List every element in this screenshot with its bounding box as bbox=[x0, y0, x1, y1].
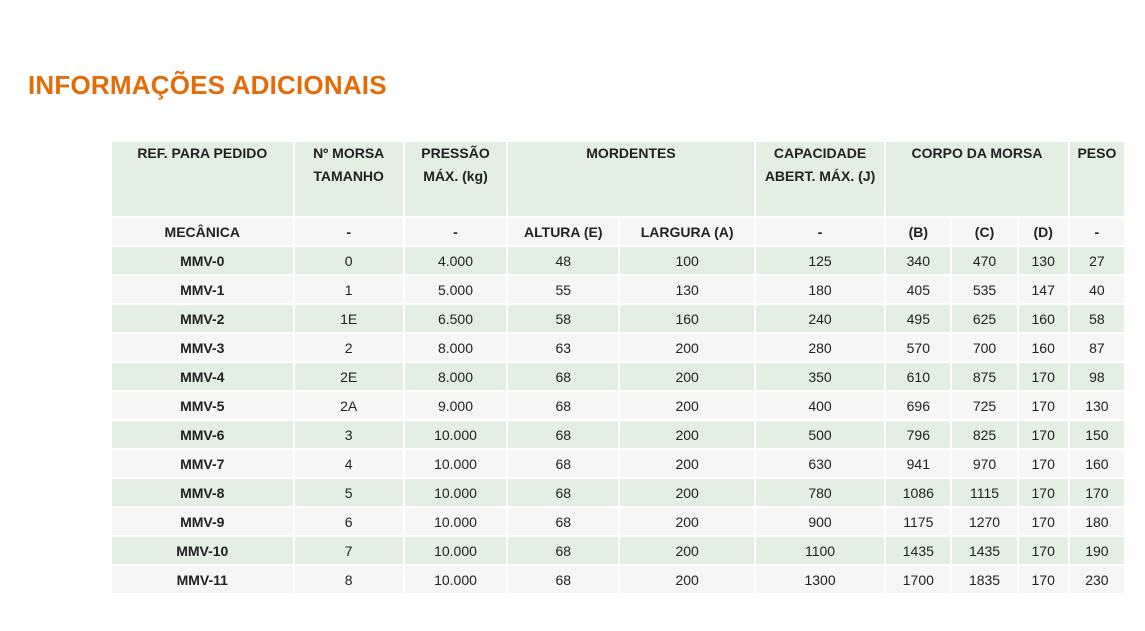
table-cell: 58 bbox=[508, 305, 618, 334]
table-cell: 495 bbox=[886, 305, 950, 334]
table-cell: 170 bbox=[1019, 566, 1068, 595]
table-cell: 405 bbox=[886, 276, 950, 305]
table-cell: 941 bbox=[886, 450, 950, 479]
table-cell: 98 bbox=[1070, 363, 1124, 392]
table-cell: 200 bbox=[620, 566, 753, 595]
table-cell: 2 bbox=[295, 334, 403, 363]
table-cell: 400 bbox=[756, 392, 884, 421]
row-ref-cell: MMV-4 bbox=[112, 363, 293, 392]
table-cell: 200 bbox=[620, 363, 753, 392]
row-ref-cell: MMV-0 bbox=[112, 247, 293, 276]
header-capacidade: CAPACIDADE ABERT. MÁX. (J) bbox=[756, 142, 884, 218]
table-cell: 147 bbox=[1019, 276, 1068, 305]
table-cell: 10.000 bbox=[405, 421, 506, 450]
table-cell: 200 bbox=[620, 508, 753, 537]
table-cell: 190 bbox=[1070, 537, 1124, 566]
table-cell: 796 bbox=[886, 421, 950, 450]
table-cell: 6.500 bbox=[405, 305, 506, 334]
table-subheader-row bbox=[112, 218, 1124, 247]
table-cell: 1700 bbox=[886, 566, 950, 595]
table-cell: 1086 bbox=[886, 479, 950, 508]
table-cell: 696 bbox=[886, 392, 950, 421]
table-cell: 68 bbox=[508, 421, 618, 450]
table-row bbox=[112, 566, 1124, 595]
table-cell: 875 bbox=[952, 363, 1016, 392]
row-ref-cell: MMV-1 bbox=[112, 276, 293, 305]
table-cell: 1435 bbox=[952, 537, 1016, 566]
table-row bbox=[112, 305, 1124, 334]
row-ref-cell: MMV-3 bbox=[112, 334, 293, 363]
table-cell: 1 bbox=[295, 276, 403, 305]
table-cell: 180 bbox=[1070, 508, 1124, 537]
table-cell: 170 bbox=[1019, 537, 1068, 566]
subheader-cell: (B) bbox=[886, 218, 950, 247]
table-cell: 900 bbox=[756, 508, 884, 537]
page-title: INFORMAÇÕES ADICIONAIS bbox=[28, 70, 387, 100]
subheader-cell: (D) bbox=[1019, 218, 1068, 247]
table-cell: 9.000 bbox=[405, 392, 506, 421]
table-cell: 8.000 bbox=[405, 363, 506, 392]
table-cell: 4 bbox=[295, 450, 403, 479]
table-cell: 200 bbox=[620, 421, 753, 450]
table-cell: 68 bbox=[508, 363, 618, 392]
table-cell: 470 bbox=[952, 247, 1016, 276]
header-peso: PESO bbox=[1070, 142, 1124, 218]
subheader-cell: - bbox=[756, 218, 884, 247]
table-cell: 280 bbox=[756, 334, 884, 363]
table-row bbox=[112, 392, 1124, 421]
table-cell: 8 bbox=[295, 566, 403, 595]
table-cell: 1435 bbox=[886, 537, 950, 566]
table-cell: 0 bbox=[295, 247, 403, 276]
table-cell: 170 bbox=[1019, 392, 1068, 421]
table-cell: 130 bbox=[1070, 392, 1124, 421]
header-tamanho: Nº MORSA TAMANHO bbox=[295, 142, 403, 218]
table-cell: 1300 bbox=[756, 566, 884, 595]
table-cell: 700 bbox=[952, 334, 1016, 363]
table-cell: 570 bbox=[886, 334, 950, 363]
table-row bbox=[112, 537, 1124, 566]
table-cell: 10.000 bbox=[405, 508, 506, 537]
row-ref-cell: MMV-7 bbox=[112, 450, 293, 479]
table-cell: 160 bbox=[1070, 450, 1124, 479]
table-cell: 1175 bbox=[886, 508, 950, 537]
table-cell: 500 bbox=[756, 421, 884, 450]
table-cell: 630 bbox=[756, 450, 884, 479]
table-row bbox=[112, 276, 1124, 305]
table-cell: 200 bbox=[620, 392, 753, 421]
table-cell: 5 bbox=[295, 479, 403, 508]
table-cell: 4.000 bbox=[405, 247, 506, 276]
table-header-row bbox=[112, 142, 1124, 218]
subheader-cell: (C) bbox=[952, 218, 1016, 247]
table-cell: 10.000 bbox=[405, 479, 506, 508]
row-ref-cell: MMV-6 bbox=[112, 421, 293, 450]
table-row bbox=[112, 508, 1124, 537]
header-ref: REF. PARA PEDIDO bbox=[112, 142, 293, 218]
table-row bbox=[112, 450, 1124, 479]
table-cell: 160 bbox=[1019, 305, 1068, 334]
table-cell: 10.000 bbox=[405, 537, 506, 566]
table-cell: 170 bbox=[1019, 421, 1068, 450]
table-cell: 160 bbox=[1019, 334, 1068, 363]
table-cell: 200 bbox=[620, 334, 753, 363]
table-cell: 625 bbox=[952, 305, 1016, 334]
table-cell: 5.000 bbox=[405, 276, 506, 305]
table-cell: 170 bbox=[1019, 479, 1068, 508]
table-cell: 3 bbox=[295, 421, 403, 450]
table-cell: 68 bbox=[508, 392, 618, 421]
table-cell: 150 bbox=[1070, 421, 1124, 450]
table-cell: 7 bbox=[295, 537, 403, 566]
table-cell: 725 bbox=[952, 392, 1016, 421]
subheader-cell: LARGURA (A) bbox=[620, 218, 753, 247]
table-cell: 40 bbox=[1070, 276, 1124, 305]
table-cell: 970 bbox=[952, 450, 1016, 479]
table-cell: 780 bbox=[756, 479, 884, 508]
table-cell: 535 bbox=[952, 276, 1016, 305]
table-cell: 68 bbox=[508, 479, 618, 508]
table-cell: 130 bbox=[620, 276, 753, 305]
table-cell: 130 bbox=[1019, 247, 1068, 276]
subheader-cell: - bbox=[405, 218, 506, 247]
specs-table bbox=[110, 142, 1126, 595]
table-cell: 200 bbox=[620, 450, 753, 479]
subheader-cell: ALTURA (E) bbox=[508, 218, 618, 247]
table-cell: 1E bbox=[295, 305, 403, 334]
table-cell: 10.000 bbox=[405, 566, 506, 595]
table-cell: 27 bbox=[1070, 247, 1124, 276]
header-pressao: PRESSÃO MÁX. (kg) bbox=[405, 142, 506, 218]
table-cell: 6 bbox=[295, 508, 403, 537]
table-cell: 170 bbox=[1019, 363, 1068, 392]
table-cell: 180 bbox=[756, 276, 884, 305]
table-cell: 825 bbox=[952, 421, 1016, 450]
table-cell: 68 bbox=[508, 537, 618, 566]
header-mordentes: MORDENTES bbox=[508, 142, 754, 218]
table-cell: 1270 bbox=[952, 508, 1016, 537]
table-cell: 68 bbox=[508, 566, 618, 595]
table-cell: 87 bbox=[1070, 334, 1124, 363]
table-cell: 170 bbox=[1019, 450, 1068, 479]
subheader-cell: MECÂNICA bbox=[112, 218, 293, 247]
table-cell: 200 bbox=[620, 479, 753, 508]
table-row bbox=[112, 479, 1124, 508]
row-ref-cell: MMV-5 bbox=[112, 392, 293, 421]
table-cell: 2E bbox=[295, 363, 403, 392]
table-cell: 48 bbox=[508, 247, 618, 276]
row-ref-cell: MMV-10 bbox=[112, 537, 293, 566]
row-ref-cell: MMV-2 bbox=[112, 305, 293, 334]
table-row bbox=[112, 334, 1124, 363]
table-cell: 125 bbox=[756, 247, 884, 276]
table-cell: 63 bbox=[508, 334, 618, 363]
table-cell: 58 bbox=[1070, 305, 1124, 334]
row-ref-cell: MMV-8 bbox=[112, 479, 293, 508]
table-cell: 170 bbox=[1070, 479, 1124, 508]
table-body bbox=[112, 247, 1124, 595]
table-cell: 1115 bbox=[952, 479, 1016, 508]
table-cell: 8.000 bbox=[405, 334, 506, 363]
table-cell: 170 bbox=[1019, 508, 1068, 537]
table-cell: 230 bbox=[1070, 566, 1124, 595]
subheader-cell: - bbox=[1070, 218, 1124, 247]
row-ref-cell: MMV-9 bbox=[112, 508, 293, 537]
subheader-cell: - bbox=[295, 218, 403, 247]
table-cell: 100 bbox=[620, 247, 753, 276]
table-cell: 240 bbox=[756, 305, 884, 334]
table-row bbox=[112, 421, 1124, 450]
table-cell: 340 bbox=[886, 247, 950, 276]
table-cell: 200 bbox=[620, 537, 753, 566]
table-row bbox=[112, 363, 1124, 392]
table-row bbox=[112, 247, 1124, 276]
table-cell: 1100 bbox=[756, 537, 884, 566]
table-cell: 55 bbox=[508, 276, 618, 305]
row-ref-cell: MMV-11 bbox=[112, 566, 293, 595]
table-cell: 68 bbox=[508, 508, 618, 537]
table-cell: 160 bbox=[620, 305, 753, 334]
table-cell: 350 bbox=[756, 363, 884, 392]
table-cell: 610 bbox=[886, 363, 950, 392]
table-cell: 2A bbox=[295, 392, 403, 421]
table-cell: 68 bbox=[508, 450, 618, 479]
table-cell: 10.000 bbox=[405, 450, 506, 479]
table-cell: 1835 bbox=[952, 566, 1016, 595]
header-corpo: CORPO DA MORSA bbox=[886, 142, 1068, 218]
